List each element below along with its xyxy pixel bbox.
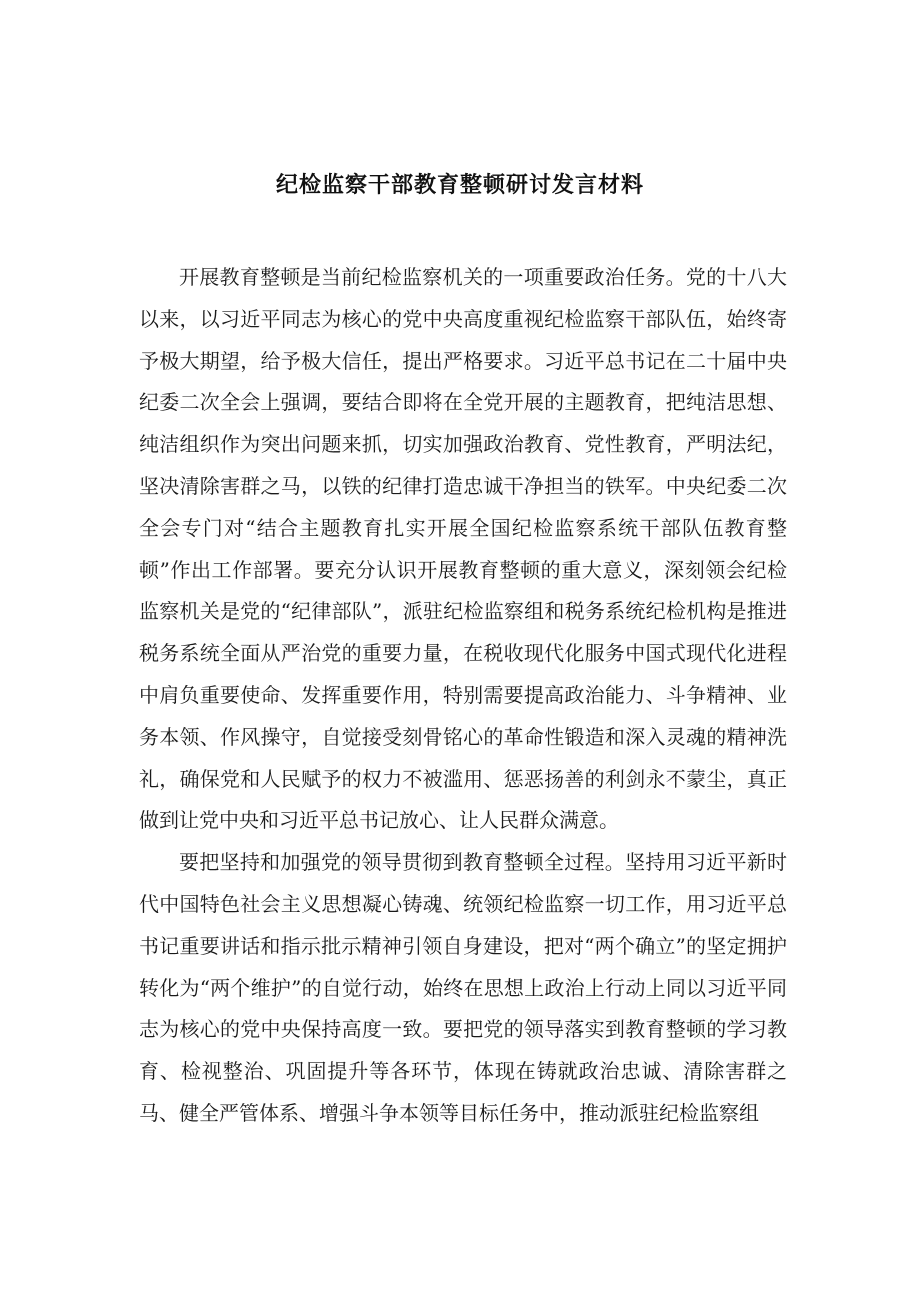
document-title: 纪检监察干部教育整顿研讨发言材料 (275, 173, 644, 198)
document-body (139, 257, 787, 1135)
paragraph-2: 要把坚持和加强党的领导贯彻到教育整顿全过程。坚持用习近平新时代中国特色社会主义思想凝心铸魂、统领纪检监察一切工作，用习近平总书记重要讲话和指示批示精神引领自身建设，把对“两个确立”的坚定拥护转化为“两个维护”的自觉行动，始终在思想上政治上行动上同以习近平同志为核心的党中央保持高度一致。要把党的领导落实到教育整顿的学习教育、检视整治、巩固提升等各环节，体现在铸就政治忠诚、清除害群之马、健全严管体系、增强斗争本领等目标任务中，推动派驻纪检监察组 (139, 850, 787, 1125)
paragraph-1: 开展教育整顿是当前纪检监察机关的一项重要政治任务。党的十八大以来，以习近平同志为核心的党中央高度重视纪检监察干部队伍，始终寄予极大期望，给予极大信任，提出严格要求。习近平总书记在二十届中央纪委二次全会上强调，要结合即将在全党开展的主题教育，把纯洁思想、纯洁组织作为突出问题来抓，切实加强政治教育、党性教育，严明法纪，坚决清除害群之马，以铁的纪律打造忠诚干净担当的铁军。中央纪委二次全会专门对“结合主题教育扎实开展全国纪检监察系统干部队伍教育整顿”作出工作部署。要充分认识开展教育整顿的重大意义，深刻领会纪检监察机关是党的“纪律部队”，派驻纪检监察组和税务系统纪检机构是推进税务系统全面从严治党的重要力量，在税收现代化服务中国式现代化进程中肩负重要使命、发挥重要作用，特别需要提高政治能力、斗争精神、业务本领、作风操守，自觉接受刻骨铭心的革命性锻造和深入灵魂的精神洗礼，确保党和人民赋予的权力不被滥用、惩恶扬善的利剑永不蒙尘，真正做到让党中央和习近平总书记放心、让人民群众满意。 (139, 265, 787, 833)
